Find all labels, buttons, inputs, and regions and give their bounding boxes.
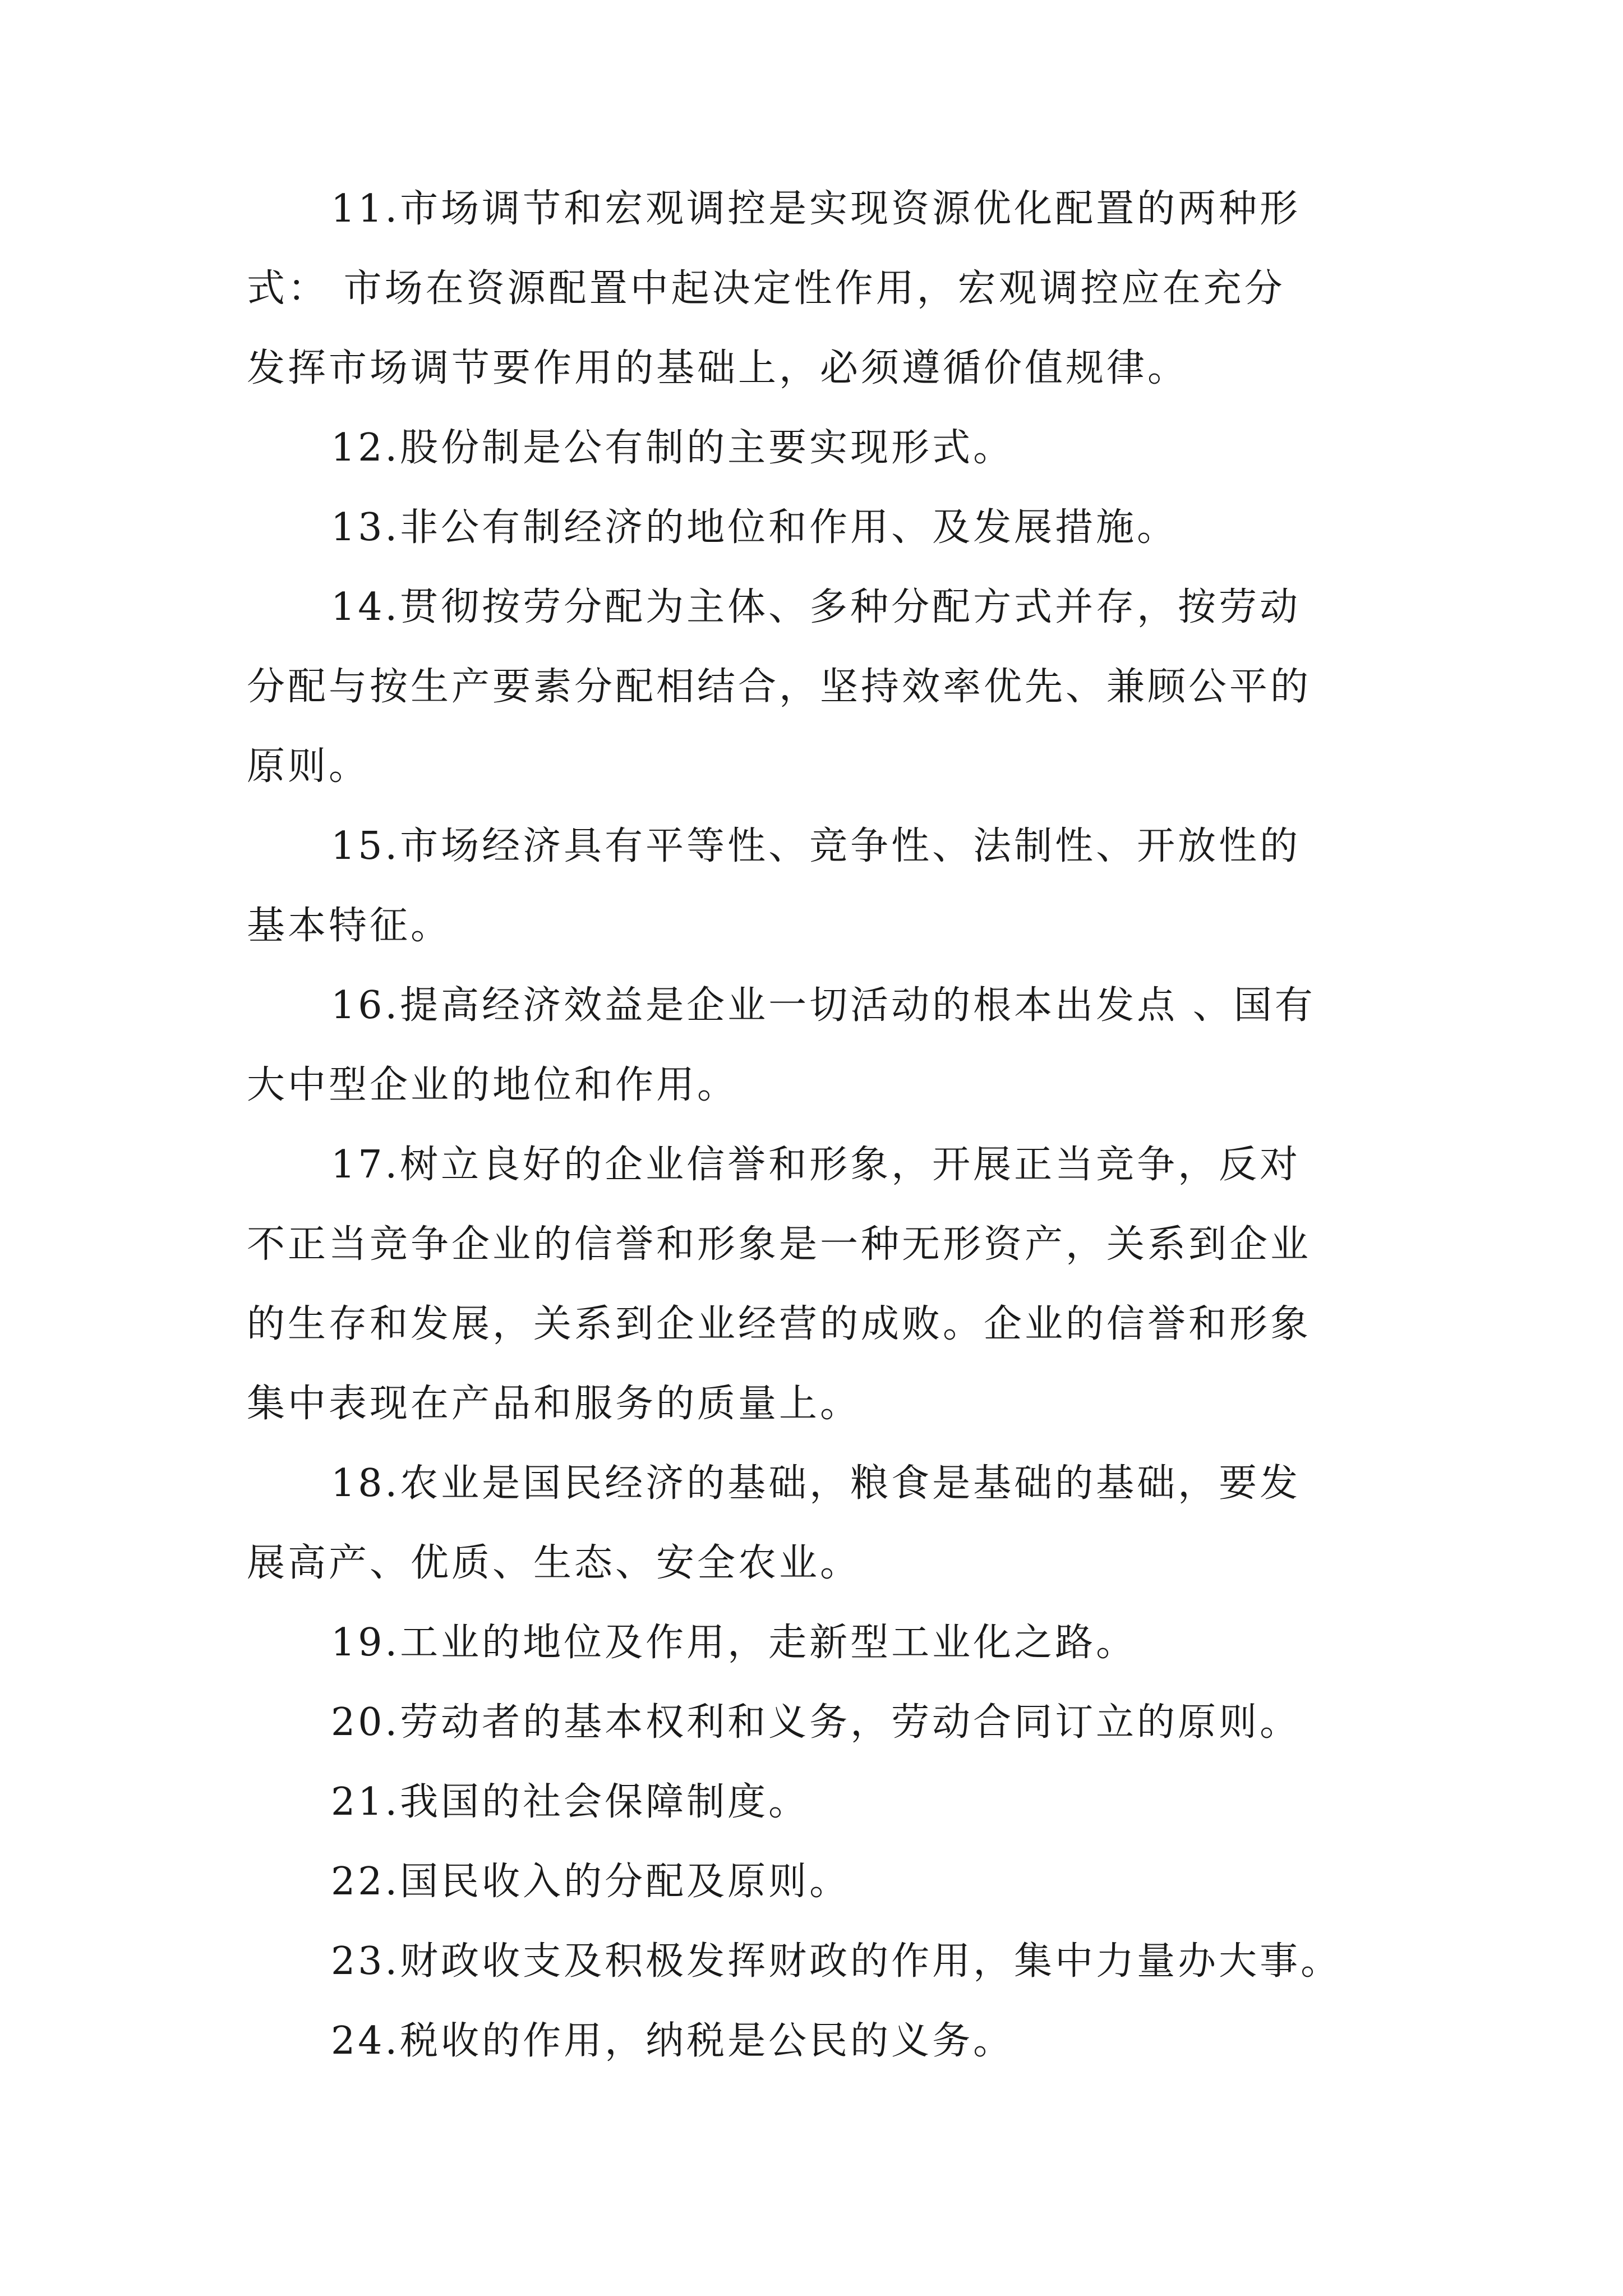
paragraph-first-line: 13.非公有制经济的地位和作用、及发展措施。 — [331, 505, 1178, 550]
paragraph-line: 原则。 — [247, 744, 370, 789]
paragraph-first-line: 19.工业的地位及作用，走新型工业化之路。 — [331, 1621, 1137, 1665]
paragraph-line: 展高产、优质、生态、安全农业。 — [247, 1541, 861, 1585]
paragraph-first-line: 11.市场调节和宏观调控是实现资源优化配置的两种形 — [331, 187, 1301, 231]
paragraph-line: 的生存和发展，关系到企业经营的成败。企业的信誉和形象 — [247, 1302, 1312, 1346]
paragraph-first-line: 16.提高经济效益是企业一切活动的根本出发点 、国有 — [331, 983, 1316, 1028]
paragraph-first-line: 14.贯彻按劳分配为主体、多种分配方式并存，按劳动 — [331, 585, 1301, 629]
paragraph-first-line: 24.税收的作用，纳税是公民的义务。 — [331, 2019, 1015, 2063]
paragraph-first-line: 20.劳动者的基本权利和义务，劳动合同订立的原则。 — [331, 1700, 1301, 1745]
paragraph-first-line: 21.我国的社会保障制度。 — [331, 1780, 810, 1824]
paragraph-line: 集中表现在产品和服务的质量上。 — [247, 1382, 861, 1426]
paragraph-first-line: 15.市场经济具有平等性、竞争性、法制性、开放性的 — [331, 824, 1301, 868]
paragraph-first-line: 18.农业是国民经济的基础，粮食是基础的基础，要发 — [331, 1461, 1301, 1506]
paragraph-line: 基本特征。 — [247, 904, 452, 948]
paragraph-first-line: 12.股份制是公有制的主要实现形式。 — [331, 426, 1015, 470]
paragraph-first-line: 22.国民收入的分配及原则。 — [331, 1860, 851, 1904]
paragraph-line: 式： 市场在资源配置中起决定性作用，宏观调控应在充分 — [247, 266, 1285, 311]
paragraph-line: 发挥市场调节要作用的基础上，必须遵循价值规律。 — [247, 346, 1189, 390]
paragraph-first-line: 23.财政收支及积极发挥财政的作用，集中力量办大事。 — [331, 1939, 1342, 1984]
paragraph-first-line: 17.树立良好的企业信誉和形象，开展正当竞争，反对 — [331, 1143, 1301, 1187]
paragraph-line: 分配与按生产要素分配相结合，坚持效率优先、兼顾公平的 — [247, 665, 1312, 709]
paragraph-line: 不正当竞争企业的信誉和形象是一种无形资产，关系到企业 — [247, 1222, 1312, 1267]
paragraph-line: 大中型企业的地位和作用。 — [247, 1063, 739, 1107]
